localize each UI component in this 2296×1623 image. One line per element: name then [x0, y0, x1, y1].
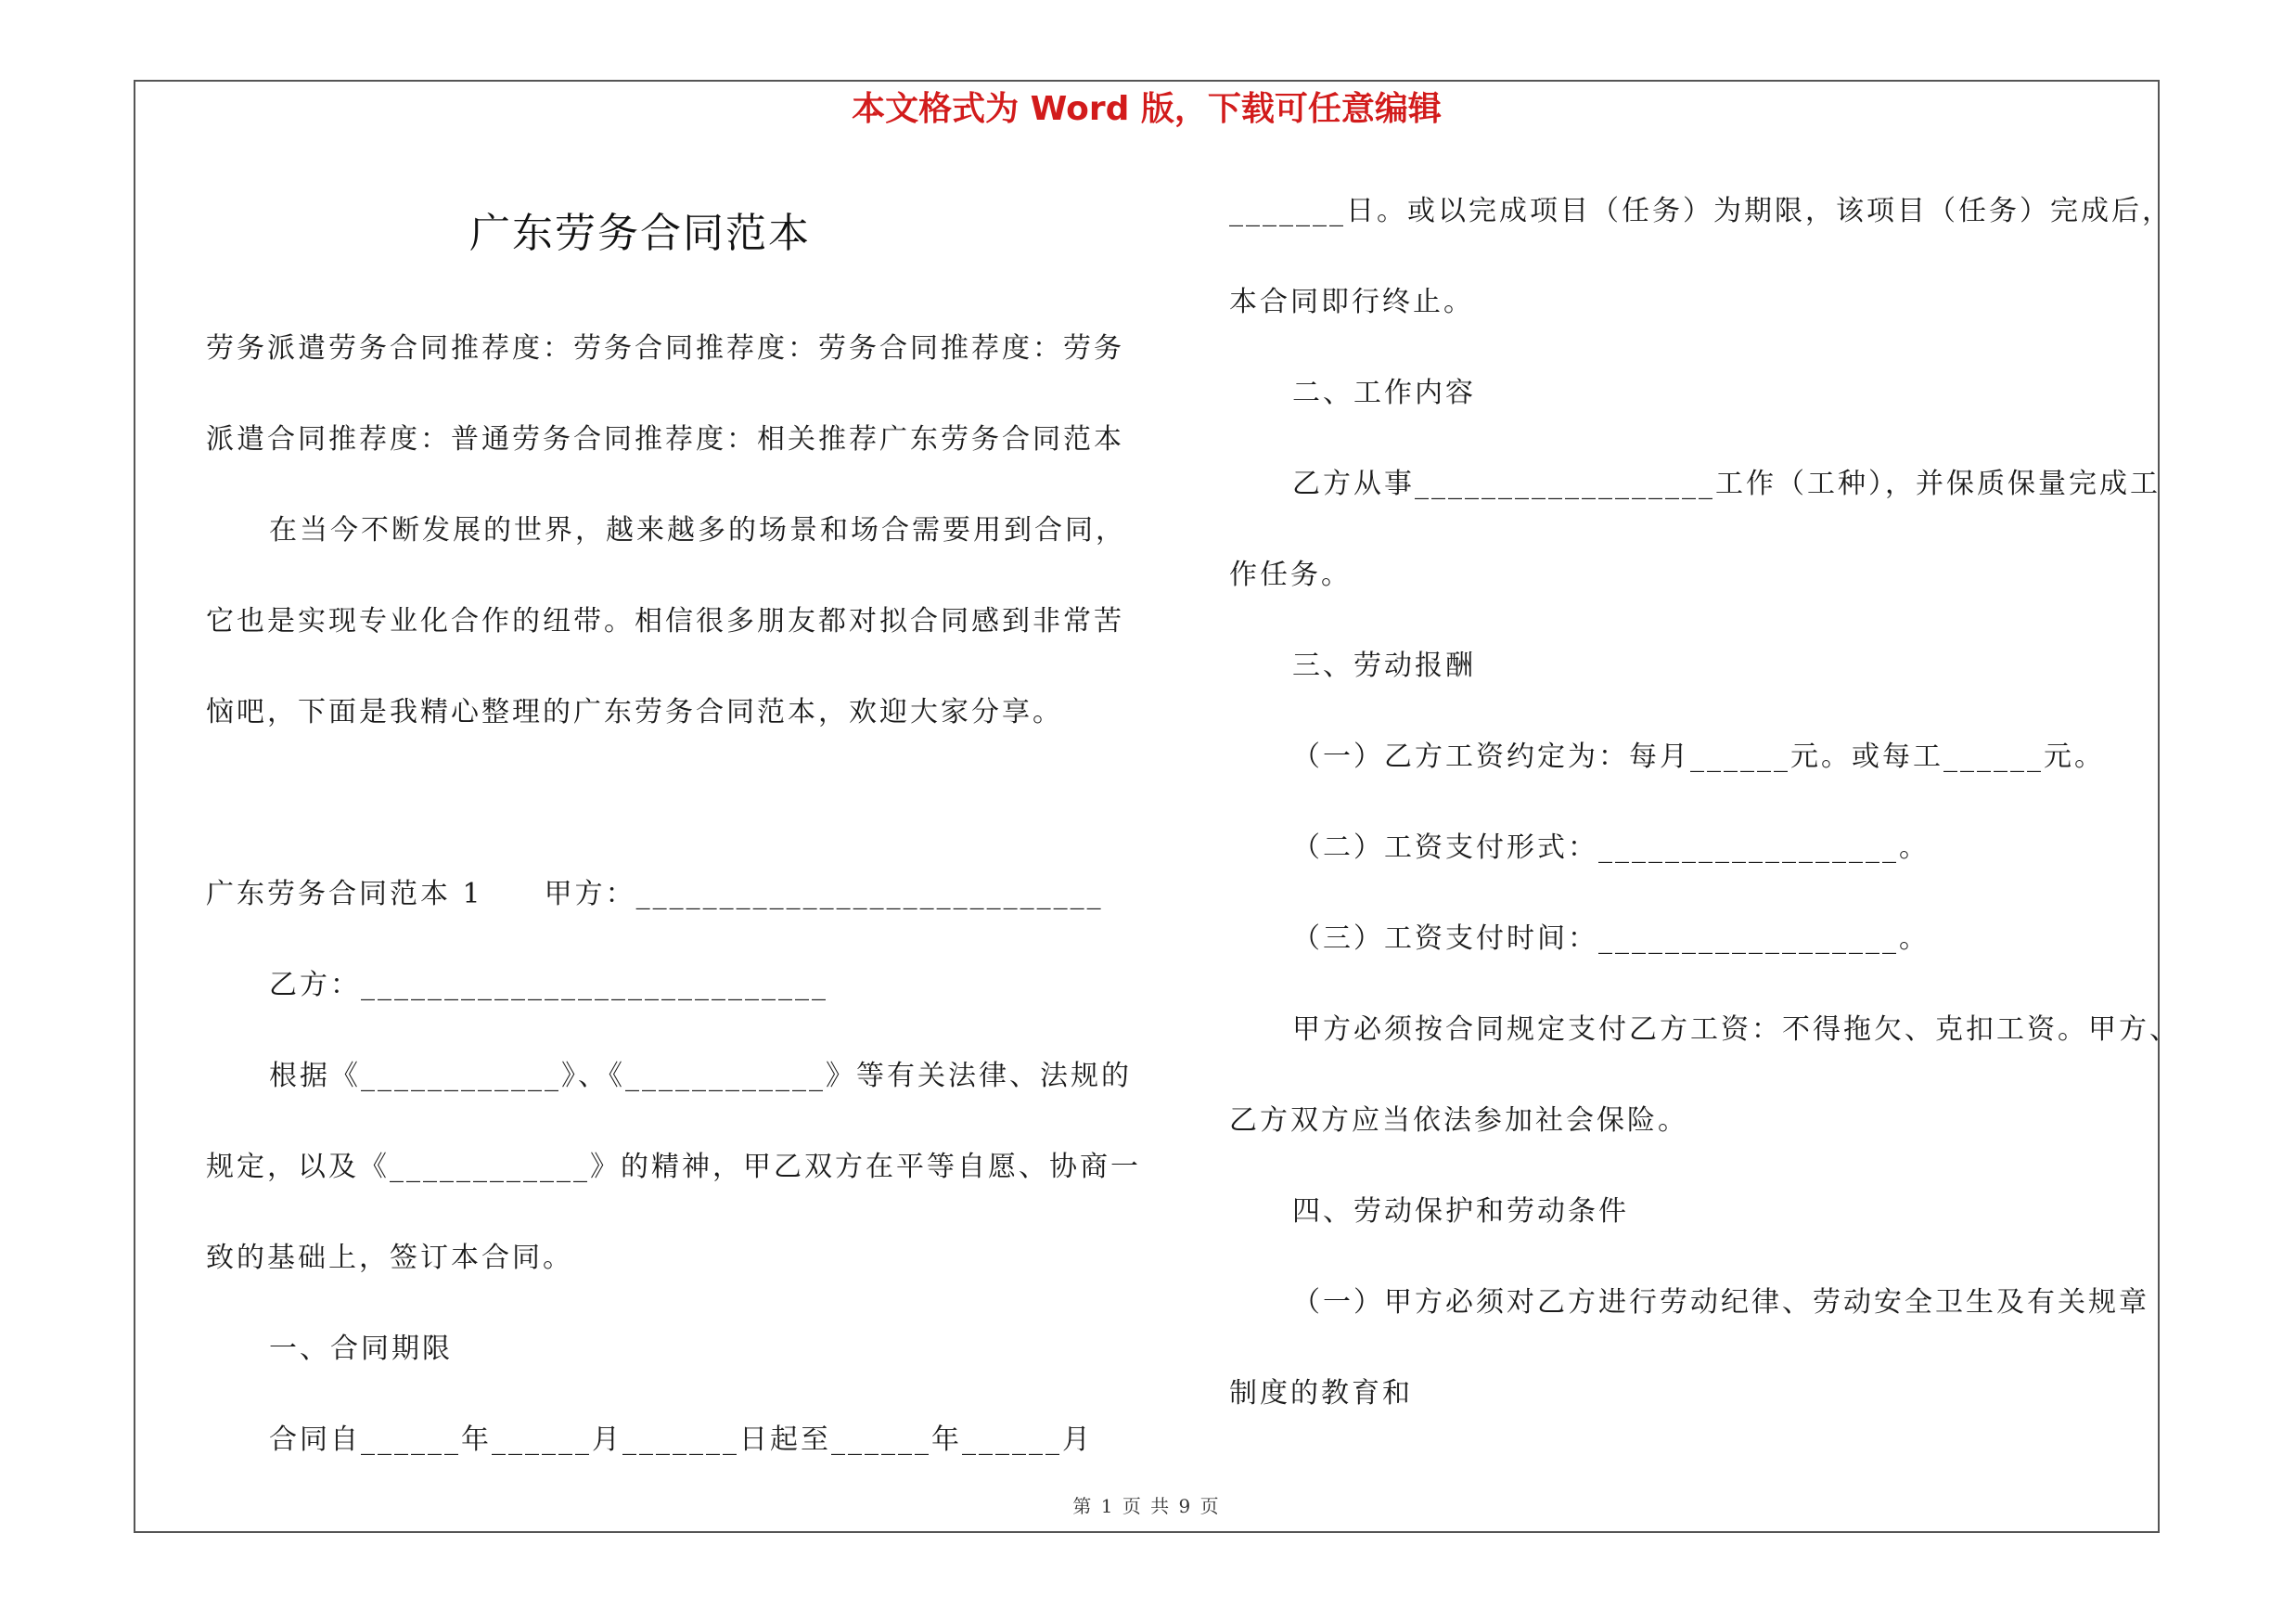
paragraph-line: 作任务。	[1229, 559, 1352, 591]
paragraph-line: 规定，以及《____________》的精神，甲乙双方在平等自愿、协商一	[206, 1151, 1141, 1183]
paragraph-line: （一）乙方工资约定为：每月______元。或每工______元。	[1292, 741, 2105, 773]
paragraph-line: 甲方必须按合同规定支付乙方工资：不得拖欠、克扣工资。甲方、	[1292, 1013, 2180, 1046]
party-b-line: 乙方：____________________________	[269, 969, 828, 1001]
paragraph-line: 乙方从事__________________工作（工种），并保质保量完成工	[1292, 468, 2161, 500]
paragraph-line: 劳务派遣劳务合同推荐度：劳务合同推荐度：劳务合同推荐度：劳务	[206, 332, 1124, 365]
paragraph-line: _______日。或以完成项目（任务）为期限，该项目（任务）完成后，	[1229, 195, 2173, 227]
paragraph-line: 本合同即行终止。	[1229, 286, 1474, 318]
format-banner: 本文格式为 Word 版，下载可任意编辑	[852, 90, 1442, 128]
paragraph-line: 恼吧，下面是我精心整理的广东劳务合同范本，欢迎大家分享。	[206, 696, 1063, 728]
document-title: 广东劳务合同范本	[469, 210, 811, 257]
paragraph-line: 在当今不断发展的世界，越来越多的场景和场合需要用到合同，	[269, 514, 1126, 547]
section-heading: 三、劳动报酬	[1292, 650, 1476, 682]
section-heading: 四、劳动保护和劳动条件	[1292, 1195, 1629, 1228]
paragraph-line: 乙方双方应当依法参加社会保险。	[1229, 1104, 1688, 1137]
paragraph-line: 致的基础上，签订本合同。	[206, 1242, 573, 1274]
section-heading: 二、工作内容	[1292, 377, 1476, 409]
section-heading: 一、合同期限	[269, 1333, 453, 1365]
paragraph-line: 它也是实现专业化合作的纽带。相信很多朋友都对拟合同感到非常苦	[206, 605, 1124, 638]
paragraph-line: （二）工资支付形式：__________________。	[1292, 831, 1930, 864]
paragraph-line: 制度的教育和	[1229, 1377, 1413, 1410]
paragraph-line: 根据《____________》、《____________》等有关法律、法规的	[269, 1060, 1132, 1092]
paragraph-line: 派遣合同推荐度：普通劳务合同推荐度：相关推荐广东劳务合同范本	[206, 423, 1124, 456]
party-a-line: 广东劳务合同范本 1 甲方：____________________________	[206, 878, 1104, 910]
paragraph-line: 合同自______年______月_______日起至______年______月	[269, 1423, 1093, 1456]
page-number: 第 1 页 共 9 页	[1072, 1495, 1221, 1517]
paragraph-line: （一）甲方必须对乙方进行劳动纪律、劳动安全卫生及有关规章	[1292, 1286, 2149, 1319]
paragraph-line: （三）工资支付时间：__________________。	[1292, 922, 1930, 955]
